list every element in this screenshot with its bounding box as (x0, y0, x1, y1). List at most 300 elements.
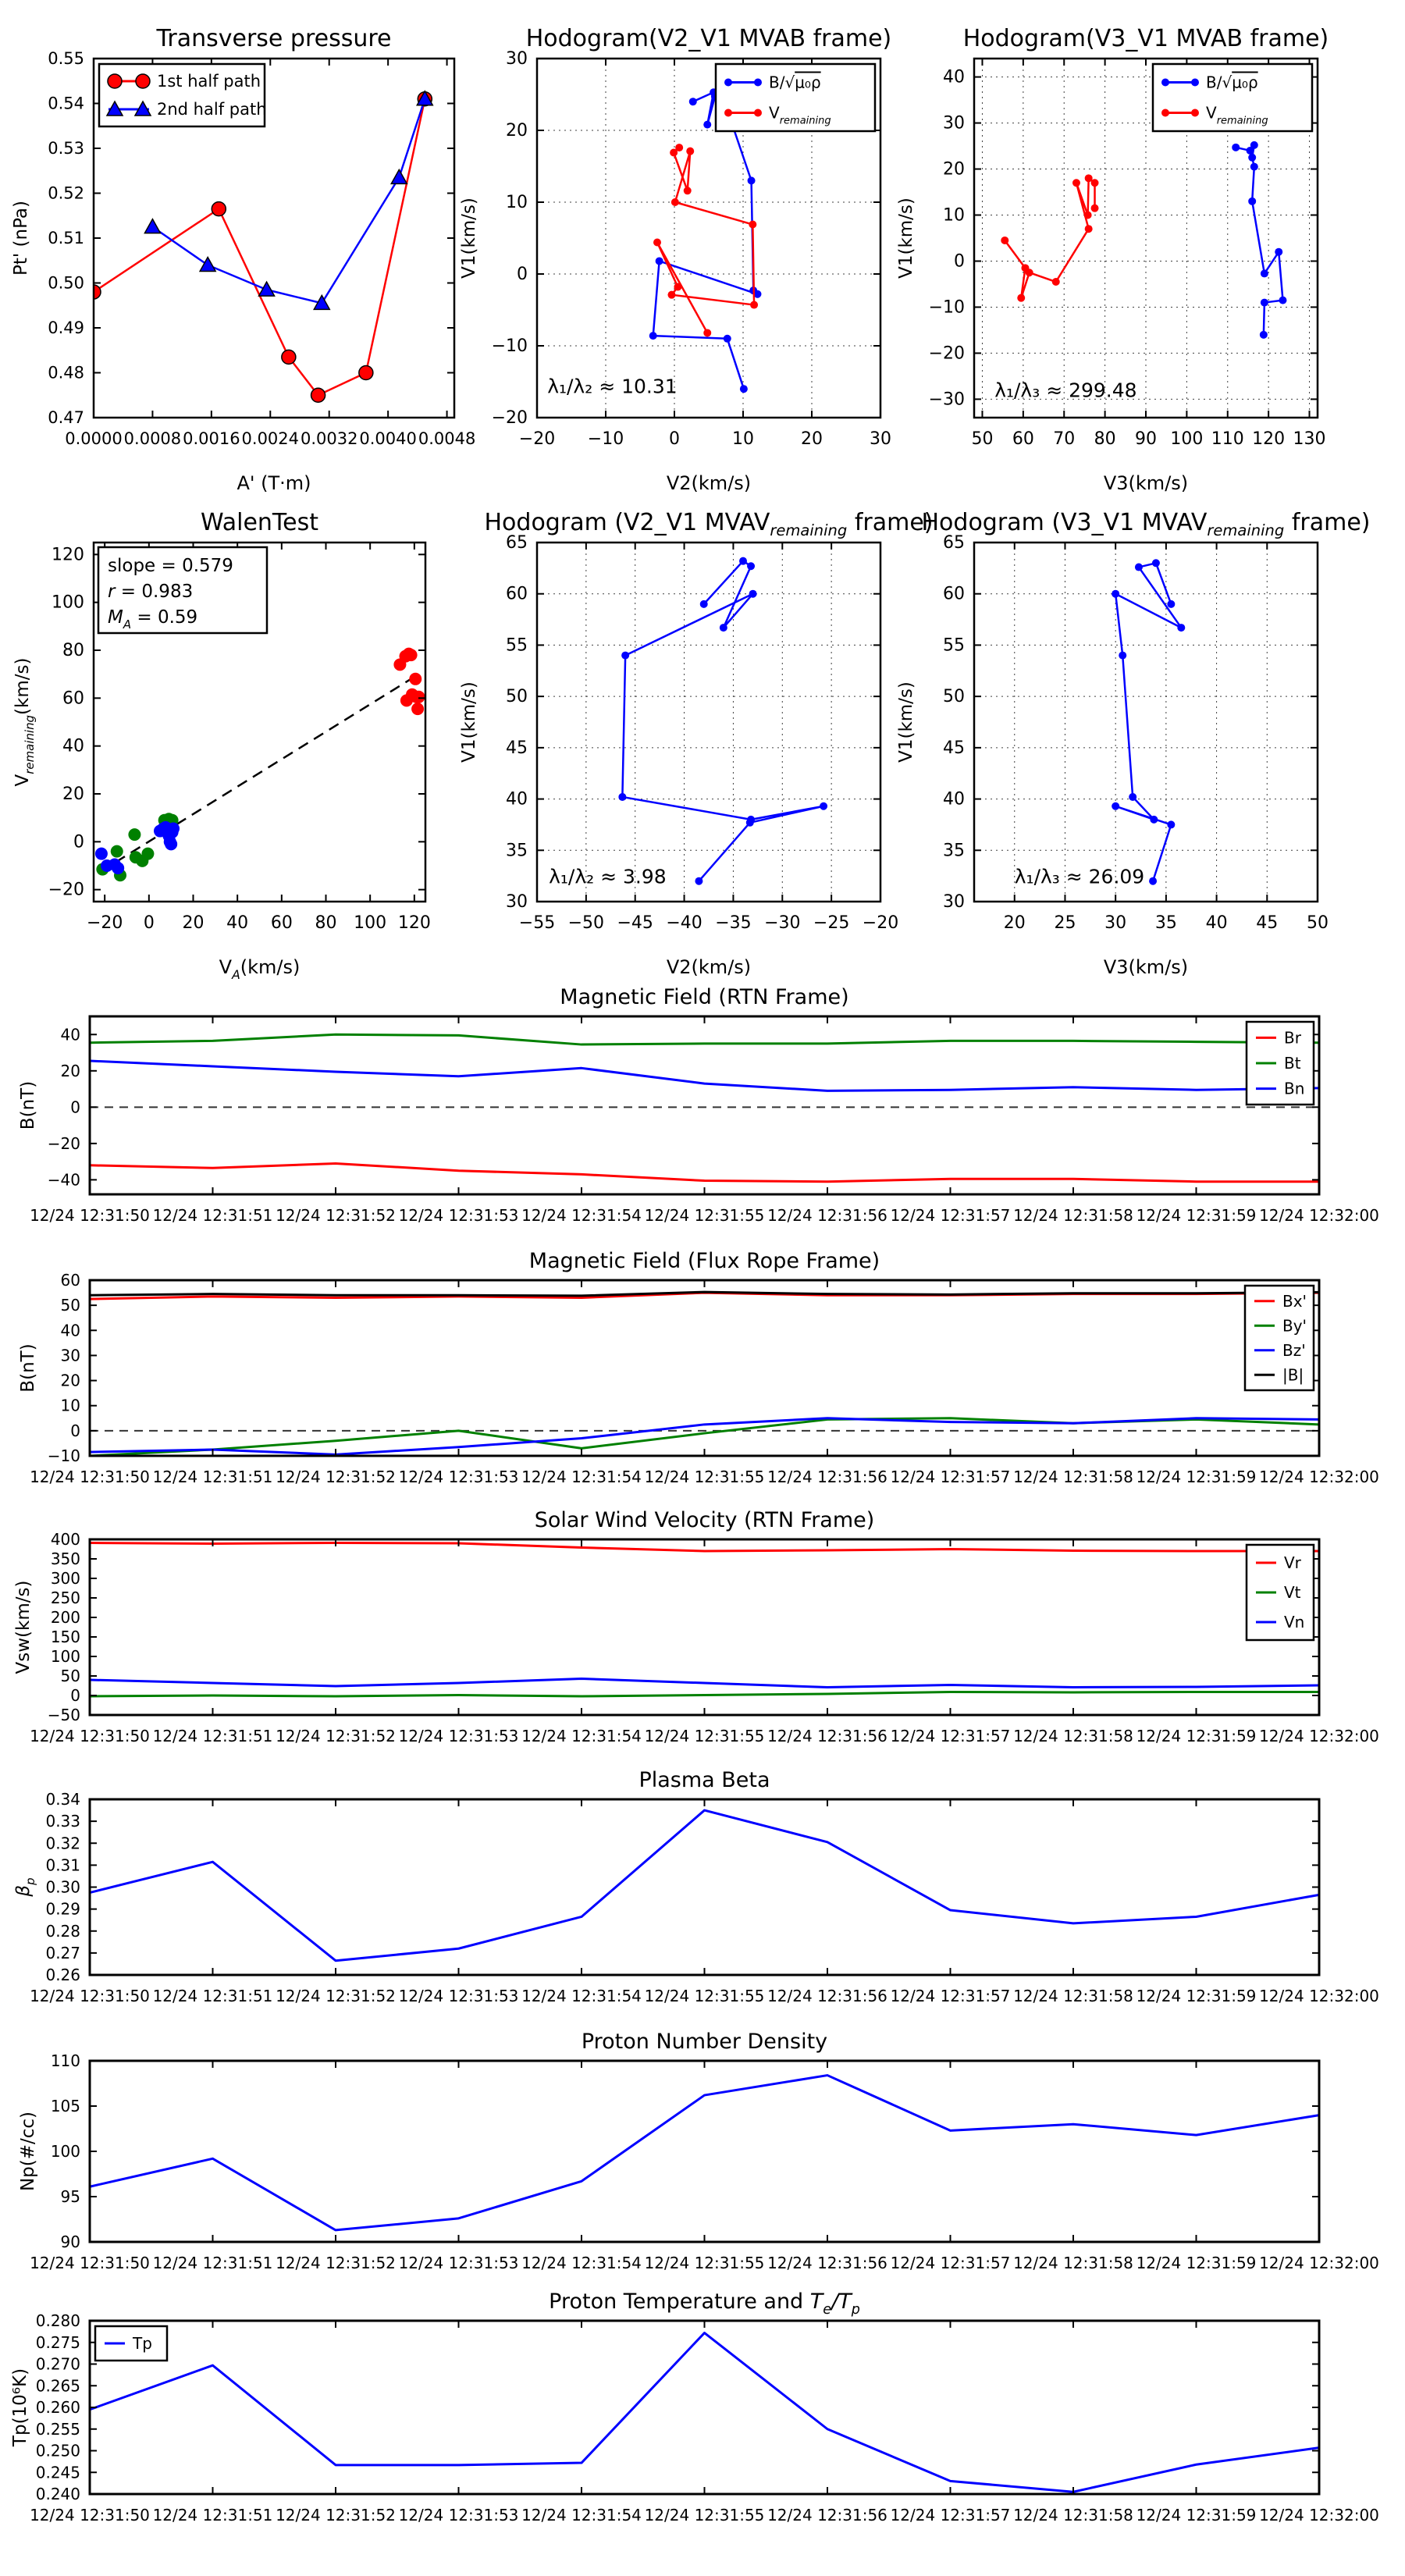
legend-label: Vr (1284, 1553, 1301, 1572)
series-marker (1250, 141, 1258, 149)
y-axis-label: V1(km/s) (896, 197, 916, 279)
y-tick-label: −20 (491, 408, 528, 428)
series-marker (1119, 652, 1126, 660)
x-tick-label: 12/24 12:31:54 (521, 2506, 642, 2524)
y-tick-label: 30 (60, 1346, 80, 1365)
y-tick-label: 40 (943, 789, 965, 809)
x-tick-label: 12/24 12:31:54 (521, 1206, 642, 1225)
series-marker (695, 877, 702, 885)
series-marker (1026, 269, 1033, 276)
series-marker (1161, 109, 1169, 117)
x-tick-label: 0.0000 (65, 429, 123, 448)
panel-hodogram-v2v1-mvav (459, 509, 934, 978)
series-line-walen-fit-line (101, 674, 419, 872)
y-tick-label: 20 (60, 1371, 80, 1390)
y-tick-label: 0.32 (45, 1834, 80, 1853)
x-axis-label: V2(km/s) (666, 956, 752, 978)
y-tick-label: 0.30 (45, 1877, 80, 1897)
series-marker (1017, 294, 1025, 302)
x-tick-label: 60 (1012, 429, 1034, 449)
stats-line: $M_A = 0.59$ (108, 607, 198, 632)
y-tick-label: 80 (62, 641, 84, 660)
axes-box (90, 2061, 1319, 2242)
x-axis-label: V3(km/s) (1103, 956, 1189, 978)
x-tick-label: 12/24 12:31:56 (767, 1727, 887, 1745)
panel-hodogram-v3v1-mvab (896, 25, 1329, 494)
x-tick-label: −20 (86, 913, 123, 933)
y-tick-label: 40 (60, 1321, 80, 1340)
y-tick-label: 120 (52, 545, 84, 565)
x-tick-label: 30 (870, 429, 891, 449)
panel-title: Solar Wind Velocity (RTN Frame) (534, 1508, 875, 1532)
x-tick-label: 12/24 12:31:51 (152, 1727, 273, 1745)
stats-line: slope = 0.579 (108, 556, 233, 576)
x-tick-label: 100 (354, 913, 387, 933)
series-marker (671, 198, 679, 206)
series-marker (1135, 564, 1143, 571)
x-tick-label: −25 (813, 913, 850, 933)
x-tick-label: 12/24 12:32:00 (1259, 1987, 1379, 2005)
y-tick-label: 350 (50, 1550, 80, 1568)
panel-walen-test (12, 509, 431, 982)
legend-label: 1st half path (157, 72, 261, 91)
panel-hodogram-v3v1-mvav (896, 509, 1371, 978)
y-tick-label: 0.51 (48, 229, 84, 247)
series-marker (1149, 877, 1157, 885)
panel-title: Hodogram (V2_V1 $MVAV_{remaining}$ frame) (484, 509, 934, 539)
y-tick-label: 40 (943, 67, 965, 87)
x-tick-label: 12/24 12:31:55 (644, 1206, 765, 1225)
y-tick-label: 20 (943, 159, 965, 180)
y-tick-label: 0.49 (48, 318, 84, 337)
x-tick-label: 12/24 12:31:52 (276, 1206, 396, 1225)
y-tick-label: 60 (506, 584, 528, 604)
panel-magnetic-field-rtn (18, 985, 1379, 1225)
series-marker (212, 202, 226, 216)
x-tick-label: 0 (143, 913, 155, 933)
y-tick-label: 20 (506, 121, 528, 141)
x-tick-label: 12/24 12:31:52 (276, 1727, 396, 1745)
x-tick-label: 40 (226, 913, 249, 933)
y-tick-label: 50 (60, 1296, 80, 1315)
x-tick-label: 12/24 12:31:58 (1013, 2506, 1133, 2524)
series-marker (684, 187, 692, 194)
y-tick-label: 0.29 (45, 1899, 80, 1919)
legend-label: Bt (1284, 1054, 1301, 1073)
y-tick-label: 110 (50, 2051, 80, 2070)
x-tick-label: 12/24 12:32:00 (1259, 1206, 1379, 1225)
y-tick-label: 0.27 (45, 1943, 80, 1962)
panel-plasma-beta (13, 1768, 1379, 2005)
panel-title: Hodogram(V2_V1 MVAB frame) (525, 25, 892, 52)
series-marker (621, 652, 629, 660)
y-tick-label: 300 (50, 1569, 80, 1588)
y-tick-label: 0.28 (45, 1921, 80, 1941)
series-marker (167, 822, 180, 834)
x-axis-label: V3(km/s) (1103, 472, 1189, 494)
series-line-V2-V1 path (622, 561, 823, 881)
x-tick-label: 12/24 12:31:51 (152, 1987, 273, 2005)
series-marker (754, 109, 762, 117)
annotation: λ₁/λ₂ ≈ 10.31 (547, 375, 678, 398)
x-tick-label: 12/24 12:31:51 (152, 1468, 273, 1486)
series-marker (1085, 225, 1093, 233)
y-tick-label: 0.280 (35, 2311, 80, 2330)
x-tick-label: 110 (1211, 429, 1244, 449)
y-tick-label: 0.53 (48, 139, 84, 158)
series-marker (409, 673, 422, 685)
series-marker (128, 828, 140, 841)
series-marker (746, 819, 754, 827)
panel-proton-temperature (10, 2290, 1379, 2524)
y-tick-label: 0.55 (48, 49, 84, 68)
series-marker (686, 148, 694, 155)
series-marker (411, 703, 424, 715)
y-tick-label: 100 (50, 1647, 80, 1666)
x-tick-label: 0.0048 (418, 429, 476, 448)
series-marker (391, 169, 407, 183)
x-tick-label: 12/24 12:31:58 (1013, 2254, 1133, 2272)
series-marker (108, 74, 122, 88)
x-tick-label: 0.0016 (183, 429, 240, 448)
series-marker (667, 291, 675, 299)
x-tick-label: −20 (518, 429, 556, 449)
x-tick-label: 100 (1170, 429, 1204, 449)
x-tick-label: −30 (764, 913, 801, 933)
x-tick-label: 12/24 12:31:56 (767, 1468, 887, 1486)
series-line-V3-V1 path (1115, 563, 1181, 881)
x-tick-label: 20 (182, 913, 205, 933)
y-tick-label: 50 (943, 687, 965, 707)
annotation: λ₁/λ₃ ≈ 299.48 (994, 379, 1137, 402)
y-tick-label: 0 (517, 265, 528, 284)
x-tick-label: 12/24 12:31:50 (30, 2254, 150, 2272)
x-tick-label: 12/24 12:31:59 (1136, 2254, 1257, 2272)
x-tick-label: 12/24 12:31:55 (644, 1468, 765, 1486)
series-marker (141, 848, 154, 860)
x-tick-label: 50 (1307, 913, 1329, 933)
series-marker (111, 845, 123, 858)
x-tick-label: 30 (1104, 913, 1127, 933)
series-marker (1232, 144, 1240, 151)
series-marker (1191, 79, 1199, 87)
y-axis-label: V1(km/s) (459, 197, 479, 279)
x-tick-label: 12/24 12:31:53 (398, 1468, 519, 1486)
x-tick-label: 12/24 12:31:57 (890, 1987, 1011, 2005)
y-tick-label: 0 (70, 1686, 80, 1705)
y-tick-label: 20 (62, 785, 84, 804)
y-tick-label: 30 (943, 892, 965, 912)
series-marker (1248, 197, 1256, 205)
x-tick-label: 20 (1003, 913, 1026, 933)
x-tick-label: 50 (971, 429, 994, 449)
x-tick-label: 12/24 12:32:00 (1259, 1468, 1379, 1486)
series-marker (95, 848, 108, 860)
y-tick-label: 0.245 (35, 2463, 80, 2482)
x-tick-label: 0.0032 (300, 429, 358, 448)
y-tick-label: 10 (943, 205, 965, 226)
y-tick-label: 0.54 (48, 94, 84, 113)
x-tick-label: 12/24 12:32:00 (1259, 1727, 1379, 1745)
x-tick-label: 25 (1054, 913, 1076, 933)
x-tick-label: −35 (715, 913, 752, 933)
x-tick-label: 12/24 12:31:52 (276, 1468, 396, 1486)
series-marker (750, 301, 758, 309)
annotation: λ₁/λ₃ ≈ 26.09 (1014, 865, 1145, 888)
x-tick-label: 12/24 12:31:57 (890, 1468, 1011, 1486)
y-tick-label: −30 (928, 390, 965, 410)
y-tick-label: 20 (60, 1061, 80, 1080)
series-marker (1161, 79, 1169, 87)
x-tick-label: 12/24 12:31:58 (1013, 1206, 1133, 1225)
series-marker (136, 74, 150, 88)
x-axis-label: A' (T·m) (237, 472, 311, 494)
series-marker (700, 600, 708, 608)
panel-title: WalenTest (200, 509, 319, 536)
y-tick-label: 400 (50, 1530, 80, 1549)
y-tick-label: 0.265 (35, 2376, 80, 2396)
x-tick-label: 12/24 12:31:59 (1136, 1727, 1257, 1745)
y-tick-label: 200 (50, 1608, 80, 1627)
series-marker (724, 109, 732, 117)
panel-title: Proton Number Density (581, 2030, 828, 2054)
x-tick-label: 12/24 12:31:54 (521, 1468, 642, 1486)
series-marker (653, 239, 661, 247)
x-tick-label: 12/24 12:31:53 (398, 1987, 519, 2005)
x-tick-label: 60 (270, 913, 293, 933)
legend-label: Tp (133, 2334, 152, 2353)
x-tick-label: 12/24 12:31:58 (1013, 1468, 1133, 1486)
series-line-Tp (90, 2333, 1319, 2492)
series-marker (1275, 248, 1282, 256)
axes-box (974, 543, 1318, 902)
series-marker (282, 350, 296, 364)
legend-label: Vt (1284, 1583, 1301, 1602)
panel-title: Transverse pressure (156, 25, 392, 52)
panel-title: Hodogram(V3_V1 MVAB frame) (962, 25, 1329, 52)
panel-solar-wind-velocity (13, 1508, 1379, 1745)
y-tick-label: 10 (506, 193, 528, 212)
series-marker (259, 282, 275, 296)
series-line-1st half path (94, 99, 425, 396)
legend-label: B/√μ₀ρ (1206, 73, 1258, 92)
y-tick-label: 40 (60, 1025, 80, 1044)
x-tick-label: −45 (617, 913, 653, 933)
series-line-Bn (90, 1061, 1319, 1091)
panel-magnetic-field-flux-rope (18, 1249, 1379, 1486)
x-tick-label: 12/24 12:31:54 (521, 1727, 642, 1745)
y-axis-label: B(nT) (18, 1080, 38, 1130)
series-line-Br (90, 1163, 1319, 1181)
y-tick-label: 40 (62, 736, 84, 756)
y-tick-label: 105 (50, 2097, 80, 2115)
y-tick-label: 0.34 (45, 1790, 80, 1809)
x-tick-label: 45 (1256, 913, 1279, 933)
legend-label: Vn (1284, 1613, 1305, 1631)
series-marker (747, 562, 755, 570)
series-marker (1152, 559, 1160, 567)
x-tick-label: 12/24 12:31:57 (890, 1206, 1011, 1225)
series-line-V remaining (657, 148, 754, 333)
y-tick-label: 10 (60, 1396, 80, 1415)
series-line-Vt (90, 1692, 1319, 1697)
x-tick-label: 12/24 12:31:51 (152, 2254, 273, 2272)
y-tick-label: −20 (928, 343, 965, 364)
y-tick-label: 30 (506, 49, 528, 69)
x-tick-label: 12/24 12:31:53 (398, 1206, 519, 1225)
y-tick-label: 0.26 (45, 1966, 80, 1984)
series-marker (1112, 590, 1119, 598)
series-marker (1091, 205, 1099, 212)
panel-title: Magnetic Field (Flux Rope Frame) (528, 1249, 880, 1273)
y-axis-label: V1(km/s) (459, 681, 479, 763)
y-tick-label: 0.255 (35, 2419, 80, 2439)
y-tick-label: 0.52 (48, 183, 84, 203)
y-tick-label: 0.260 (35, 2398, 80, 2417)
x-tick-label: 12/24 12:31:50 (30, 1727, 150, 1745)
legend-label: Bx' (1282, 1291, 1307, 1311)
panel-title: Magnetic Field (RTN Frame) (560, 985, 849, 1009)
series-marker (1129, 793, 1136, 801)
series-marker (405, 649, 418, 661)
x-tick-label: 0 (669, 429, 680, 449)
y-axis-label: $\beta_p$ (13, 1877, 37, 1897)
series-line-2nd half path (152, 99, 425, 304)
series-marker (1052, 278, 1060, 286)
x-tick-label: 12/24 12:31:53 (398, 2506, 519, 2524)
series-marker (1167, 820, 1175, 828)
panel-transverse-pressure (11, 25, 475, 494)
series-line-Np (90, 2076, 1319, 2230)
y-tick-label: 0.47 (48, 408, 84, 427)
y-axis-label: B(nT) (18, 1343, 38, 1393)
series-marker (1261, 269, 1268, 277)
series-marker (1091, 179, 1099, 187)
x-tick-label: 12/24 12:31:57 (890, 2506, 1011, 2524)
y-tick-label: 100 (52, 592, 84, 613)
x-tick-label: 12/24 12:31:51 (152, 2506, 273, 2524)
series-marker (689, 98, 697, 105)
x-tick-label: 12/24 12:31:56 (767, 2506, 887, 2524)
panel-title: Proton Temperature and $T_e/T_p$ (549, 2290, 860, 2318)
x-tick-label: 12/24 12:31:53 (398, 2254, 519, 2272)
series-marker (1084, 212, 1092, 219)
axes-box (90, 1280, 1319, 1456)
y-tick-label: 65 (943, 533, 965, 553)
y-tick-label: 0.31 (45, 1856, 80, 1875)
series-marker (112, 862, 124, 874)
y-axis-label: V1(km/s) (896, 681, 916, 763)
legend-label: |B| (1282, 1365, 1304, 1385)
legend-label: Bn (1284, 1079, 1305, 1098)
y-tick-label: 0 (954, 251, 965, 272)
legend-label: Br (1284, 1028, 1301, 1048)
x-tick-label: 10 (732, 429, 754, 449)
y-tick-label: −10 (928, 297, 965, 318)
y-tick-label: 0.33 (45, 1812, 80, 1831)
panel-title: Hodogram (V3_V1 $MVAV_{remaining}$ frame) (921, 509, 1371, 539)
x-tick-label: 120 (1252, 429, 1286, 449)
x-tick-label: −55 (518, 913, 556, 933)
x-tick-label: 12/24 12:31:50 (30, 2506, 150, 2524)
y-tick-label: 50 (60, 1667, 80, 1685)
series-marker (1072, 179, 1080, 187)
y-tick-label: 0 (70, 1421, 80, 1440)
legend-label: $V_{remaining}$ (1206, 103, 1268, 127)
y-tick-label: 0.270 (35, 2354, 80, 2374)
x-tick-label: −40 (666, 913, 702, 933)
x-tick-label: 12/24 12:31:57 (890, 2254, 1011, 2272)
y-tick-label: 40 (506, 789, 528, 809)
x-tick-label: 12/24 12:31:55 (644, 2254, 765, 2272)
series-marker (670, 149, 678, 157)
x-tick-label: 40 (1205, 913, 1228, 933)
series-marker (754, 79, 762, 87)
y-axis-label: $V_{remaining}(km/s)$ (12, 657, 37, 787)
x-tick-label: 12/24 12:31:54 (521, 1987, 642, 2005)
y-tick-label: 45 (943, 738, 965, 758)
y-axis-label: Np(#/cc) (18, 2111, 38, 2192)
series-marker (1248, 154, 1256, 162)
x-tick-label: 12/24 12:31:52 (276, 2254, 396, 2272)
y-tick-label: 0.250 (35, 2441, 80, 2460)
legend-label: B/√μ₀ρ (769, 73, 821, 92)
y-tick-label: 60 (943, 584, 965, 604)
x-tick-label: 12/24 12:31:52 (276, 2506, 396, 2524)
y-tick-label: 0.48 (48, 363, 84, 382)
x-tick-label: 12/24 12:31:53 (398, 1727, 519, 1745)
x-tick-label: 12/24 12:31:56 (767, 1206, 887, 1225)
legend-label: Bz' (1282, 1340, 1306, 1360)
y-axis-label: Tp(10⁶K) (10, 2368, 30, 2447)
series-marker (820, 802, 827, 810)
x-tick-label: −20 (862, 913, 899, 933)
series-marker (1150, 816, 1158, 824)
x-tick-label: 12/24 12:31:59 (1136, 1468, 1257, 1486)
series-marker (165, 838, 177, 850)
y-tick-label: 150 (50, 1628, 80, 1646)
series-marker (1250, 163, 1258, 171)
x-tick-label: 0.0008 (123, 429, 182, 448)
series-marker (656, 257, 663, 265)
panel-title: Plasma Beta (638, 1768, 770, 1792)
y-tick-label: 35 (943, 841, 965, 861)
x-tick-label: 12/24 12:31:57 (890, 1727, 1011, 1745)
panel-hodogram-v2v1-mvab (459, 25, 891, 494)
x-tick-label: 70 (1053, 429, 1076, 449)
series-marker (748, 176, 756, 184)
x-tick-label: 12/24 12:32:00 (1259, 2506, 1379, 2524)
x-tick-label: −50 (567, 913, 605, 933)
y-tick-label: 30 (943, 113, 965, 133)
x-tick-label: 0.0040 (359, 429, 417, 448)
x-tick-label: 12/24 12:31:56 (767, 2254, 887, 2272)
x-tick-label: −10 (587, 429, 624, 449)
y-tick-label: 55 (943, 635, 965, 656)
x-tick-label: 130 (1293, 429, 1326, 449)
x-tick-label: 12/24 12:31:50 (30, 1468, 150, 1486)
x-tick-label: 35 (1154, 913, 1177, 933)
x-tick-label: 12/24 12:31:59 (1136, 1987, 1257, 2005)
series-marker (1001, 237, 1008, 244)
x-tick-label: 120 (397, 913, 431, 933)
axes-box (90, 1799, 1319, 1975)
x-tick-label: 12/24 12:31:50 (30, 1206, 150, 1225)
y-tick-label: −10 (491, 336, 528, 356)
y-tick-label: 90 (60, 2233, 80, 2251)
x-tick-label: 12/24 12:31:55 (644, 1727, 765, 1745)
x-tick-label: 12/24 12:31:52 (276, 1987, 396, 2005)
